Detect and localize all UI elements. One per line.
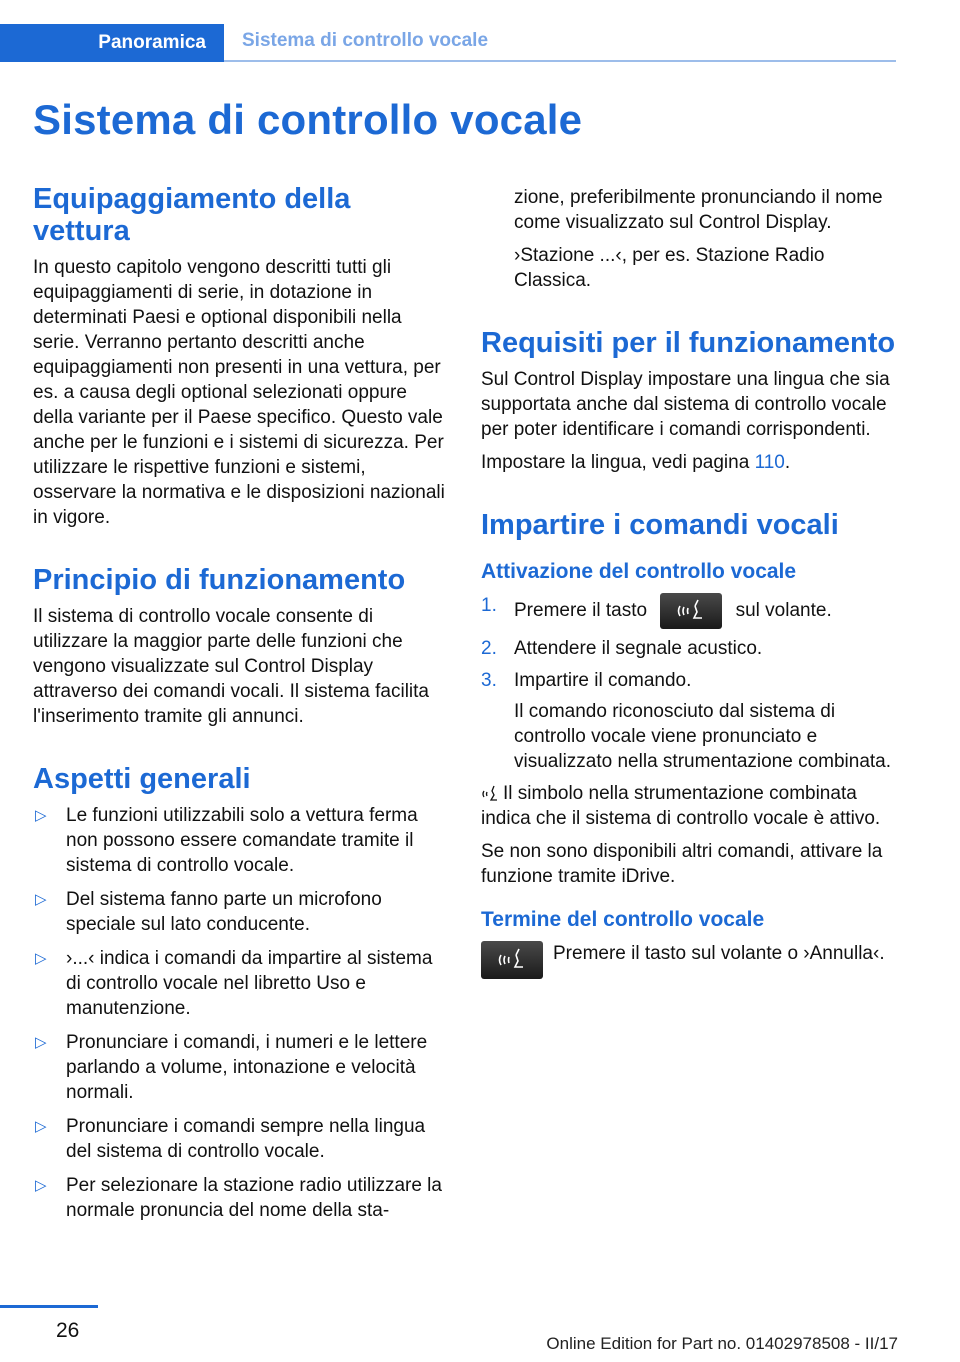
voice-symbol-icon — [481, 784, 499, 804]
header-divider — [224, 60, 896, 62]
list-item-text: ›...‹ indica i comandi da impartire al sistema di controllo vocale nel libretto Uso e manutenzione. — [66, 948, 433, 1019]
page-link[interactable]: 110 — [754, 452, 785, 473]
left-column — [33, 183, 448, 1232]
idrive-note: Se non sono disponibili altri comandi, attivare la funzione tramite iDrive. — [481, 841, 883, 887]
step-text: Impartire il comando. — [514, 670, 692, 691]
step-text: sul volante. — [735, 600, 832, 622]
bullet-list — [33, 803, 448, 1223]
edition-note: Online Edition for Part no. 01402978508 - II/17 — [546, 1334, 898, 1353]
paragraph-principio: Il sistema di controllo vocale consente di utilizzare la maggior parte delle funzioni che vengono visualizzate sul Control Display attraverso dei comandi vocali. Il sistema facilita l'inserimento tramite gli annunci. — [33, 606, 429, 727]
section-title-principio: Principio di funzionamento — [33, 564, 406, 596]
paragraph-lingua — [481, 450, 901, 475]
subsection-title-termine: Termine del controllo vocale — [481, 908, 765, 931]
section-title-equipaggiamento: Equipaggiamento della vettura — [33, 183, 351, 247]
triangle-bullet-icon: ▷ — [35, 950, 47, 967]
right-column — [481, 185, 901, 979]
list-item — [33, 887, 448, 937]
list-item-text: Pronunciare i comandi sempre nella lingua del sistema di controllo vocale. — [66, 1116, 426, 1162]
end-instruction — [481, 941, 901, 979]
list-item — [33, 946, 448, 1021]
lingua-end: . — [784, 452, 791, 473]
triangle-bullet-icon: ▷ — [35, 807, 47, 824]
section-title-aspetti: Aspetti generali — [33, 763, 251, 795]
triangle-bullet-icon: ▷ — [35, 1177, 47, 1194]
list-item — [33, 1173, 448, 1223]
section-tab-label: Panoramica — [98, 32, 206, 53]
end-text: Premere il tasto sul volante o ›Annulla‹. — [553, 943, 885, 964]
list-item — [33, 1030, 448, 1105]
list-item — [33, 1114, 448, 1164]
continued-paragraph: zione, preferibilmente pronunciando il nome come visualizzato sul Control Display. — [514, 187, 883, 233]
step-item — [481, 668, 901, 774]
step-text: Attendere il segnale acustico. — [514, 638, 763, 659]
breadcrumb[interactable]: Sistema di controllo vocale — [242, 30, 489, 51]
step-subtext: Il comando riconosciuto dal sistema di controllo vocale viene pronunciato e visualizzato nella strumentazione combinata. — [514, 701, 892, 772]
step-number: 2. — [481, 638, 497, 659]
symbol-note-text: Il simbolo nella strumentazione combinata indica che il sistema di controllo vocale è attivo. — [481, 783, 881, 829]
voice-button-icon — [660, 593, 722, 629]
voice-button-icon — [481, 941, 543, 979]
list-item-text: Pronunciare i comandi, i numeri e le lettere parlando a volume, intonazione e velocità normali. — [66, 1032, 428, 1103]
step-number: 1. — [481, 595, 497, 616]
steps-list — [481, 593, 901, 774]
triangle-bullet-icon: ▷ — [35, 891, 47, 908]
step-text: Premere il tasto — [514, 600, 648, 622]
list-item-text: Del sistema fanno parte un microfono speciale sul lato conducente. — [66, 889, 382, 935]
lingua-text: Impostare la lingua, vedi pagina — [481, 452, 755, 473]
list-item — [33, 803, 448, 878]
section-title-impartire: Impartire i comandi vocali — [481, 509, 839, 541]
step-number: 3. — [481, 670, 497, 691]
section-tab[interactable] — [0, 24, 224, 62]
triangle-bullet-icon: ▷ — [35, 1034, 47, 1051]
page-title: Sistema di controllo vocale — [33, 96, 583, 143]
symbol-note — [481, 781, 901, 831]
list-item-text: Per selezionare la stazione radio utilizzare la normale pronuncia del nome della sta- — [66, 1175, 442, 1221]
step-item — [481, 593, 901, 629]
station-example: ›Stazione ...‹, per es. Stazione Radio Classica. — [514, 245, 825, 291]
section-title-requisiti: Requisiti per il funzionamento — [481, 327, 896, 359]
list-item-text: Le funzioni utilizzabili solo a vettura ferma non possono essere comandate tramite il sistema di controllo vocale. — [66, 805, 418, 876]
subsection-title-attivazione: Attivazione del controllo vocale — [481, 560, 797, 583]
footer-accent — [0, 1305, 98, 1308]
paragraph-requisiti: Sul Control Display impostare una lingua che sia supportata anche dal sistema di controllo vocale per poter identificare i comandi corrispondenti. — [481, 369, 890, 440]
page-number: 26 — [56, 1319, 80, 1342]
paragraph-equipaggiamento: In questo capitolo vengono descritti tutti gli equipaggiamenti di serie, in dotazione in determinati Paesi e optional disponibili nella serie. Verranno pertanto descritti anche equipaggiamenti non presenti in una vettura, per es. a causa degli optional selezionati oppure della variante per il Paese specifico. Questo vale anche per le funzioni e i sistemi di sicurezza. Per utilizzare le rispettive funzioni e sistemi, osservare la normativa e le disposizioni nazionali in vigore. — [33, 257, 445, 528]
triangle-bullet-icon: ▷ — [35, 1118, 47, 1135]
step-item — [481, 636, 901, 661]
